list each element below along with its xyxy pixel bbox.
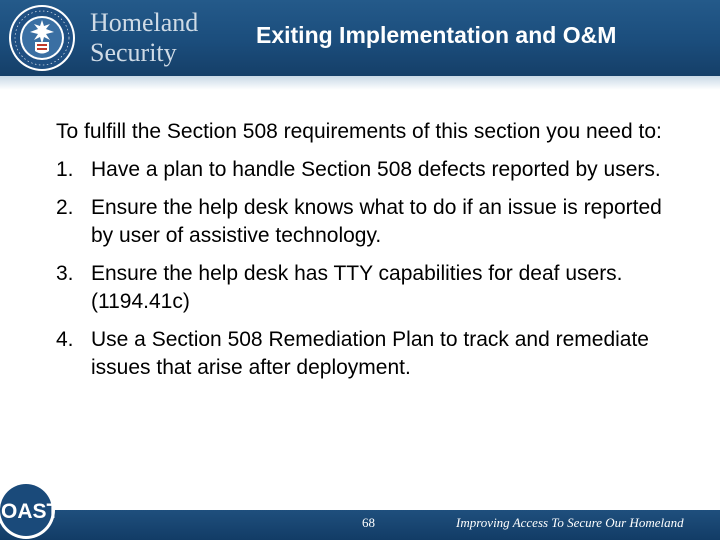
header-divider [0, 76, 720, 90]
oast-logo [0, 478, 64, 540]
list-item-number: 2. [56, 196, 74, 219]
department-name [90, 8, 198, 68]
page-number: 68 [362, 515, 375, 530]
department-name-line2: Security [90, 38, 177, 67]
department-name-line1: Homeland [90, 8, 199, 37]
list-item-text: Ensure the help desk knows what to do if an issue is reported by user of assistive technology. [91, 196, 662, 247]
slide-content [56, 118, 681, 392]
intro-text: To fulfill the Section 508 requirements of this section you need to: [56, 120, 662, 143]
list-item-number: 4. [56, 328, 74, 351]
list-item-text: Ensure the help desk has TTY capabilities for deaf users. (1194.41c) [91, 262, 623, 313]
dhs-seal-icon [8, 4, 76, 72]
list-item-number: 3. [56, 262, 74, 285]
list-item-number: 1. [56, 158, 74, 181]
list-item [56, 326, 681, 382]
list-item-text: Use a Section 508 Remediation Plan to track and remediate issues that arise after deployment. [91, 328, 649, 379]
list-item [56, 194, 681, 250]
list-item [56, 156, 681, 184]
list-item-text: Have a plan to handle Section 508 defects reported by users. [91, 158, 661, 181]
slide-title: Exiting Implementation and O&M [256, 22, 617, 48]
list-item [56, 260, 681, 316]
steps-list [56, 156, 681, 382]
oast-logo-text: OAST [1, 500, 60, 523]
footer-tagline: Improving Access To Secure Our Homeland [456, 515, 684, 530]
